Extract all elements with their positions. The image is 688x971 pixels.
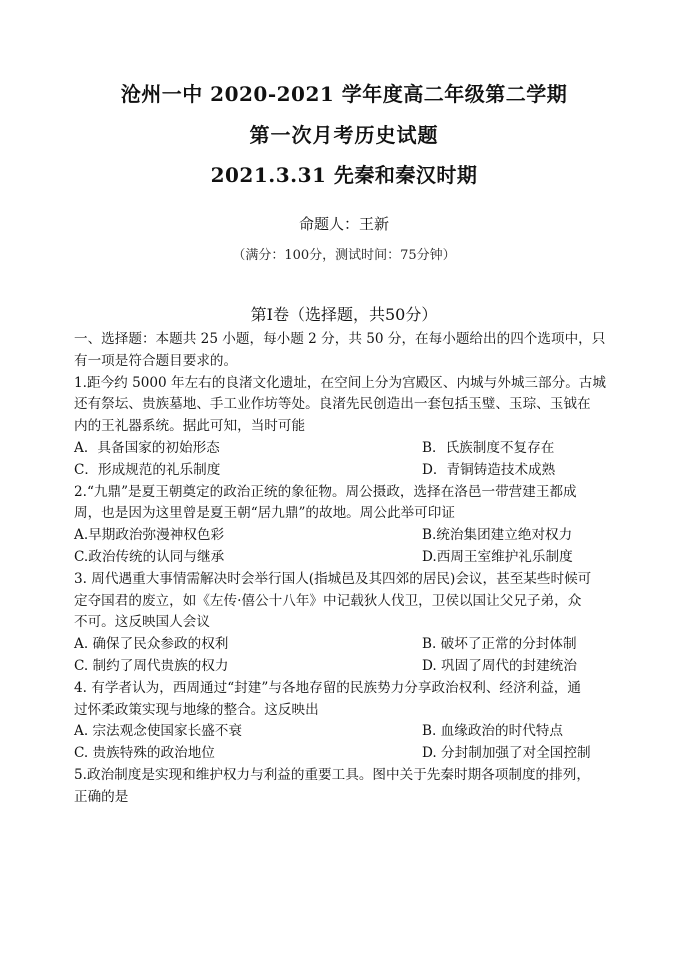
option-b: B. 血缘政治的时代特点 xyxy=(422,723,563,740)
option-d: D.西周王室维护礼乐制度 xyxy=(422,548,573,565)
question-3 xyxy=(74,569,616,678)
question-stem-line: 1.距今约 5000 年左右的良渚文化遗址，在空间上分为宫殿区、内城与外城三部分。古城 xyxy=(74,374,606,391)
question-stem-line: 定夺国君的废立，如《左传·僖公十八年》中记载狄人伐卫，卫侯以国让父兄子弟，众 xyxy=(74,592,582,609)
question-options xyxy=(74,721,616,765)
option-b: B. 破坏了正常的分封体制 xyxy=(422,636,577,653)
option-c: C.政治传统的认同与继承 xyxy=(74,548,225,565)
question-stem-line: 5.政治制度是实现和维护权力与利益的重要工具。图中关于先秦时期各项制度的排列， xyxy=(74,766,590,783)
option-c: C. 贵族特殊的政治地位 xyxy=(74,745,215,762)
question-stem-line: 3. 周代遇重大事情需解决时会举行国人(指城邑及其四郊的居民)会议，甚至某些时候可 xyxy=(74,570,592,587)
exam-author: 命题人：王新 xyxy=(298,215,389,233)
option-d: D．青铜铸造技术成熟 xyxy=(422,461,556,478)
section-instructions-line: 一、选择题：本题共 25 小题，每小题 2 分，共 50 分，在每小题给出的四个选项中，只 xyxy=(74,331,606,347)
question-4 xyxy=(74,678,616,765)
option-d: D. 巩固了周代的封建统治 xyxy=(422,657,577,674)
option-b: B．氏族制度不复存在 xyxy=(422,439,555,456)
question-stem-line: 4. 有学者认为，西周通过“封建”与各地存留的民族势力分享政治权利、经济利益，通 xyxy=(74,679,581,696)
question-stem-line: 内的王礼器系统。据此可知，当时可能 xyxy=(74,418,306,435)
question-stem-line: 不可。这反映国人会议 xyxy=(74,614,210,631)
option-d: D. 分封制加强了对全国控制 xyxy=(422,745,591,762)
question-stem-line: 过怀柔政策实现与地缘的整合。这反映出 xyxy=(74,701,319,718)
option-a: A．具备国家的初始形态 xyxy=(74,439,220,456)
exam-title-subject: 第一次月考历史试题 xyxy=(249,123,439,147)
question-options xyxy=(74,438,616,482)
question-options xyxy=(74,634,616,678)
question-stem-line: 周，也是因为这里曾是夏王朝“居九鼎”的故地。周公此举可印证 xyxy=(74,505,455,522)
option-a: A.早期政治弥漫神权色彩 xyxy=(74,527,225,544)
question-stem-line: 还有祭坛、贵族墓地、手工业作坊等处。良渚先民创造出一套包括玉璧、玉琮、玉钺在 xyxy=(74,396,591,413)
question-stem-line: 正确的是 xyxy=(74,788,129,805)
section-instructions-line: 有一项是符合题目要求的。 xyxy=(74,352,238,369)
question-5 xyxy=(74,765,616,809)
section-title: 第Ⅰ卷（选择题，共50分） xyxy=(250,305,438,324)
option-c: C. 制约了周代贵族的权力 xyxy=(74,657,229,674)
question-options xyxy=(74,525,616,569)
exam-score-info: （满分：100分，测试时间：75分钟） xyxy=(232,248,456,263)
question-stem-line: 2.“九鼎”是夏王朝奠定的政治正统的象征物。周公摄政，选择在洛邑一带营建王都成 xyxy=(74,483,577,500)
option-c: C．形成规范的礼乐制度 xyxy=(74,461,221,478)
exam-title-date-scope: 2021.3.31 先秦和秦汉时期 xyxy=(210,163,478,187)
option-a: A. 确保了民众参政的权利 xyxy=(74,636,229,653)
question-2 xyxy=(74,482,616,569)
question-1 xyxy=(74,373,616,482)
option-b: B.统治集团建立绝对权力 xyxy=(422,527,573,544)
exam-title-school: 沧州一中 2020-2021 学年度高二年级第二学期 xyxy=(120,82,568,106)
option-a: A. 宗法观念使国家长盛不衰 xyxy=(74,723,242,740)
questions-body xyxy=(74,329,616,809)
